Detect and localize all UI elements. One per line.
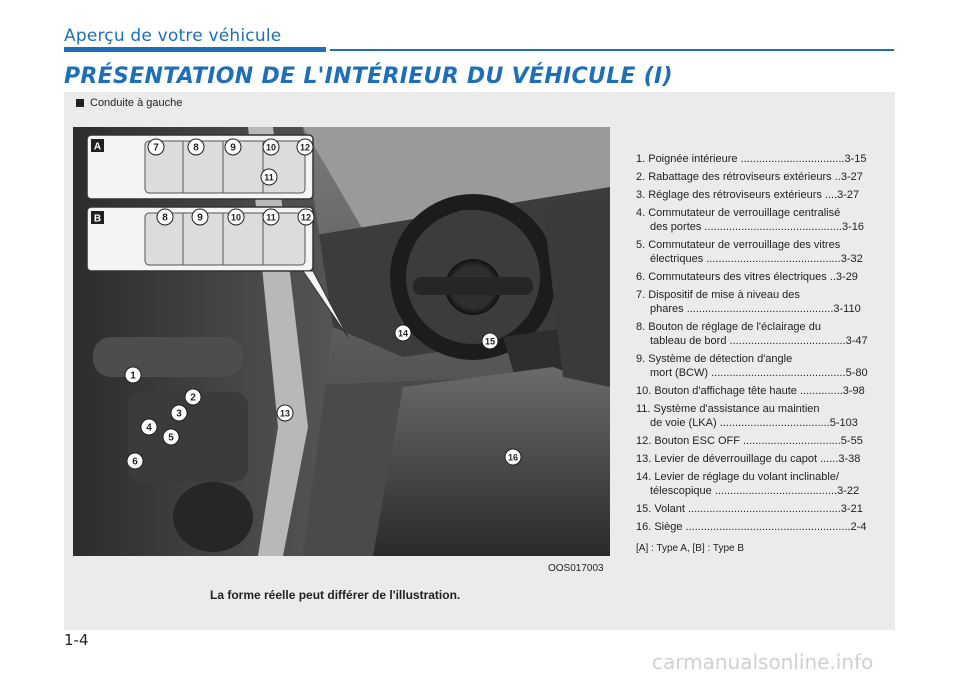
callout-number: 11 [266,212,276,223]
legend-item [636,206,892,234]
callout-number: 3 [176,408,182,420]
callout-number: 12 [299,142,311,153]
callout-number: 5 [168,432,174,444]
callout-number: 16 [507,452,519,463]
interior-callout [185,389,201,405]
legend-item-continuation: tableau de bord ......................................3-47 [650,335,868,347]
callout-number: 8 [193,142,199,154]
callout-number: 9 [230,142,236,154]
interior-illustration [73,127,610,556]
legend-item-text: 16. Siège ......................................................2-4 [636,521,867,533]
callout-number: 1 [130,370,136,382]
inset-b-label: B [93,213,102,225]
section-rule-thick [64,47,326,52]
callout-number: 15 [484,336,496,347]
legend-item [636,288,892,316]
inset-b-callout [228,209,244,225]
illustration-note: La forme réelle peut différer de l'illustration. [210,588,461,602]
inset-b-callout [157,209,173,225]
interior-callout [277,405,293,421]
legend-item-text: 8. Bouton de réglage de l'éclairage du [636,321,821,333]
legend-item-text: 10. Bouton d'affichage tête haute ..............3-98 [636,385,865,397]
legend-item [636,520,892,534]
square-bullet-icon [76,99,84,107]
legend-item [636,170,892,184]
section-title: Aperçu de votre véhicule [64,26,282,46]
inset-b-callout [298,209,314,225]
watermark: carmanualsonline.info [652,650,874,674]
legend-item [636,452,892,466]
callout-number: 2 [190,392,196,404]
interior-callout [171,405,187,421]
legend-item-text: 3. Réglage des rétroviseurs extérieurs ....3-27 [636,189,860,201]
callout-number: 7 [153,142,159,154]
inset-b-callout [192,209,208,225]
callout-number: 8 [162,212,168,224]
legend-item [636,352,892,380]
legend-item-text: 12. Bouton ESC OFF ................................5-55 [636,435,863,447]
page-title: PRÉSENTATION DE L'INTÉRIEUR DU VÉHICULE (I) [64,64,673,89]
callout-number: 9 [197,212,203,224]
section-rule-thin [330,49,894,51]
callout-number: 6 [132,456,138,468]
legend-item-text: 11. Système d'assistance au maintien [636,403,820,415]
legend-item-text: 6. Commutateurs des vitres électriques ..3-29 [636,271,858,283]
legend-item-continuation: mort (BCW) ............................................5-80 [650,367,868,379]
inset-a-callout [225,139,241,155]
legend-item [636,402,892,430]
inset-a-callout [297,139,313,155]
callout-number: 10 [230,212,242,223]
legend-item-text: 5. Commutateur de verrouillage des vitres [636,239,841,251]
type-note: [A] : Type A, [B] : Type B [636,543,745,554]
legend-item-text: 13. Levier de déverrouillage du capot ......3-38 [636,453,861,465]
callout-number: 4 [146,422,152,434]
callout-number: 14 [397,328,409,339]
inset-a-callout [261,169,277,185]
inset-a-callout [148,139,164,155]
legend-item-text: 14. Levier de réglage du volant inclinable/ [636,471,840,483]
page-number: 1-4 [64,631,89,649]
inset-a-callout [188,139,204,155]
legend-item [636,320,892,348]
legend-item-text: 15. Volant ..................................................3-21 [636,503,863,515]
interior-callout [127,453,143,469]
legend-item [636,434,892,448]
legend-item-text: 2. Rabattage des rétroviseurs extérieurs ..3-27 [636,171,863,183]
legend-item-continuation: télescopique ........................................3-22 [650,485,860,497]
legend-item-continuation: de voie (LKA) ....................................5-103 [650,417,858,429]
interior-callout [505,449,521,465]
legend-item-text: 9. Système de détection d'angle [636,353,793,365]
variant-label [76,97,182,109]
callout-number: 11 [264,172,274,183]
legend-item [636,188,892,202]
callout-number: 12 [300,212,312,223]
legend-item [636,502,892,516]
legend-item-text: 4. Commutateur de verrouillage centralisé [636,207,841,219]
interior-callout [125,367,141,383]
legend-item [636,152,892,166]
legend-item-text: 1. Poignée intérieure ..................................3-15 [636,153,867,165]
interior-drawing [73,127,610,556]
legend-item [636,270,892,284]
legend-list [636,152,892,538]
illustration-code: OOS017003 [548,563,604,574]
legend-item-continuation: électriques ............................................3-32 [650,253,863,265]
interior-callout [163,429,179,445]
legend-item-text: 7. Dispositif de mise à niveau des [636,289,800,301]
interior-callout [395,325,411,341]
interior-callout [141,419,157,435]
legend-item-continuation: phares ................................................3-110 [650,303,861,315]
legend-item [636,384,892,398]
variant-text: Conduite à gauche [90,97,183,109]
inset-a-callout [263,139,279,155]
inset-b-callout [263,209,279,225]
legend-item-continuation: des portes .............................................3-16 [650,221,864,233]
callout-number: 13 [279,408,291,419]
interior-callout [482,333,498,349]
legend-item [636,470,892,498]
callout-number: 10 [265,142,277,153]
legend-item [636,238,892,266]
inset-a-label: A [93,141,102,153]
